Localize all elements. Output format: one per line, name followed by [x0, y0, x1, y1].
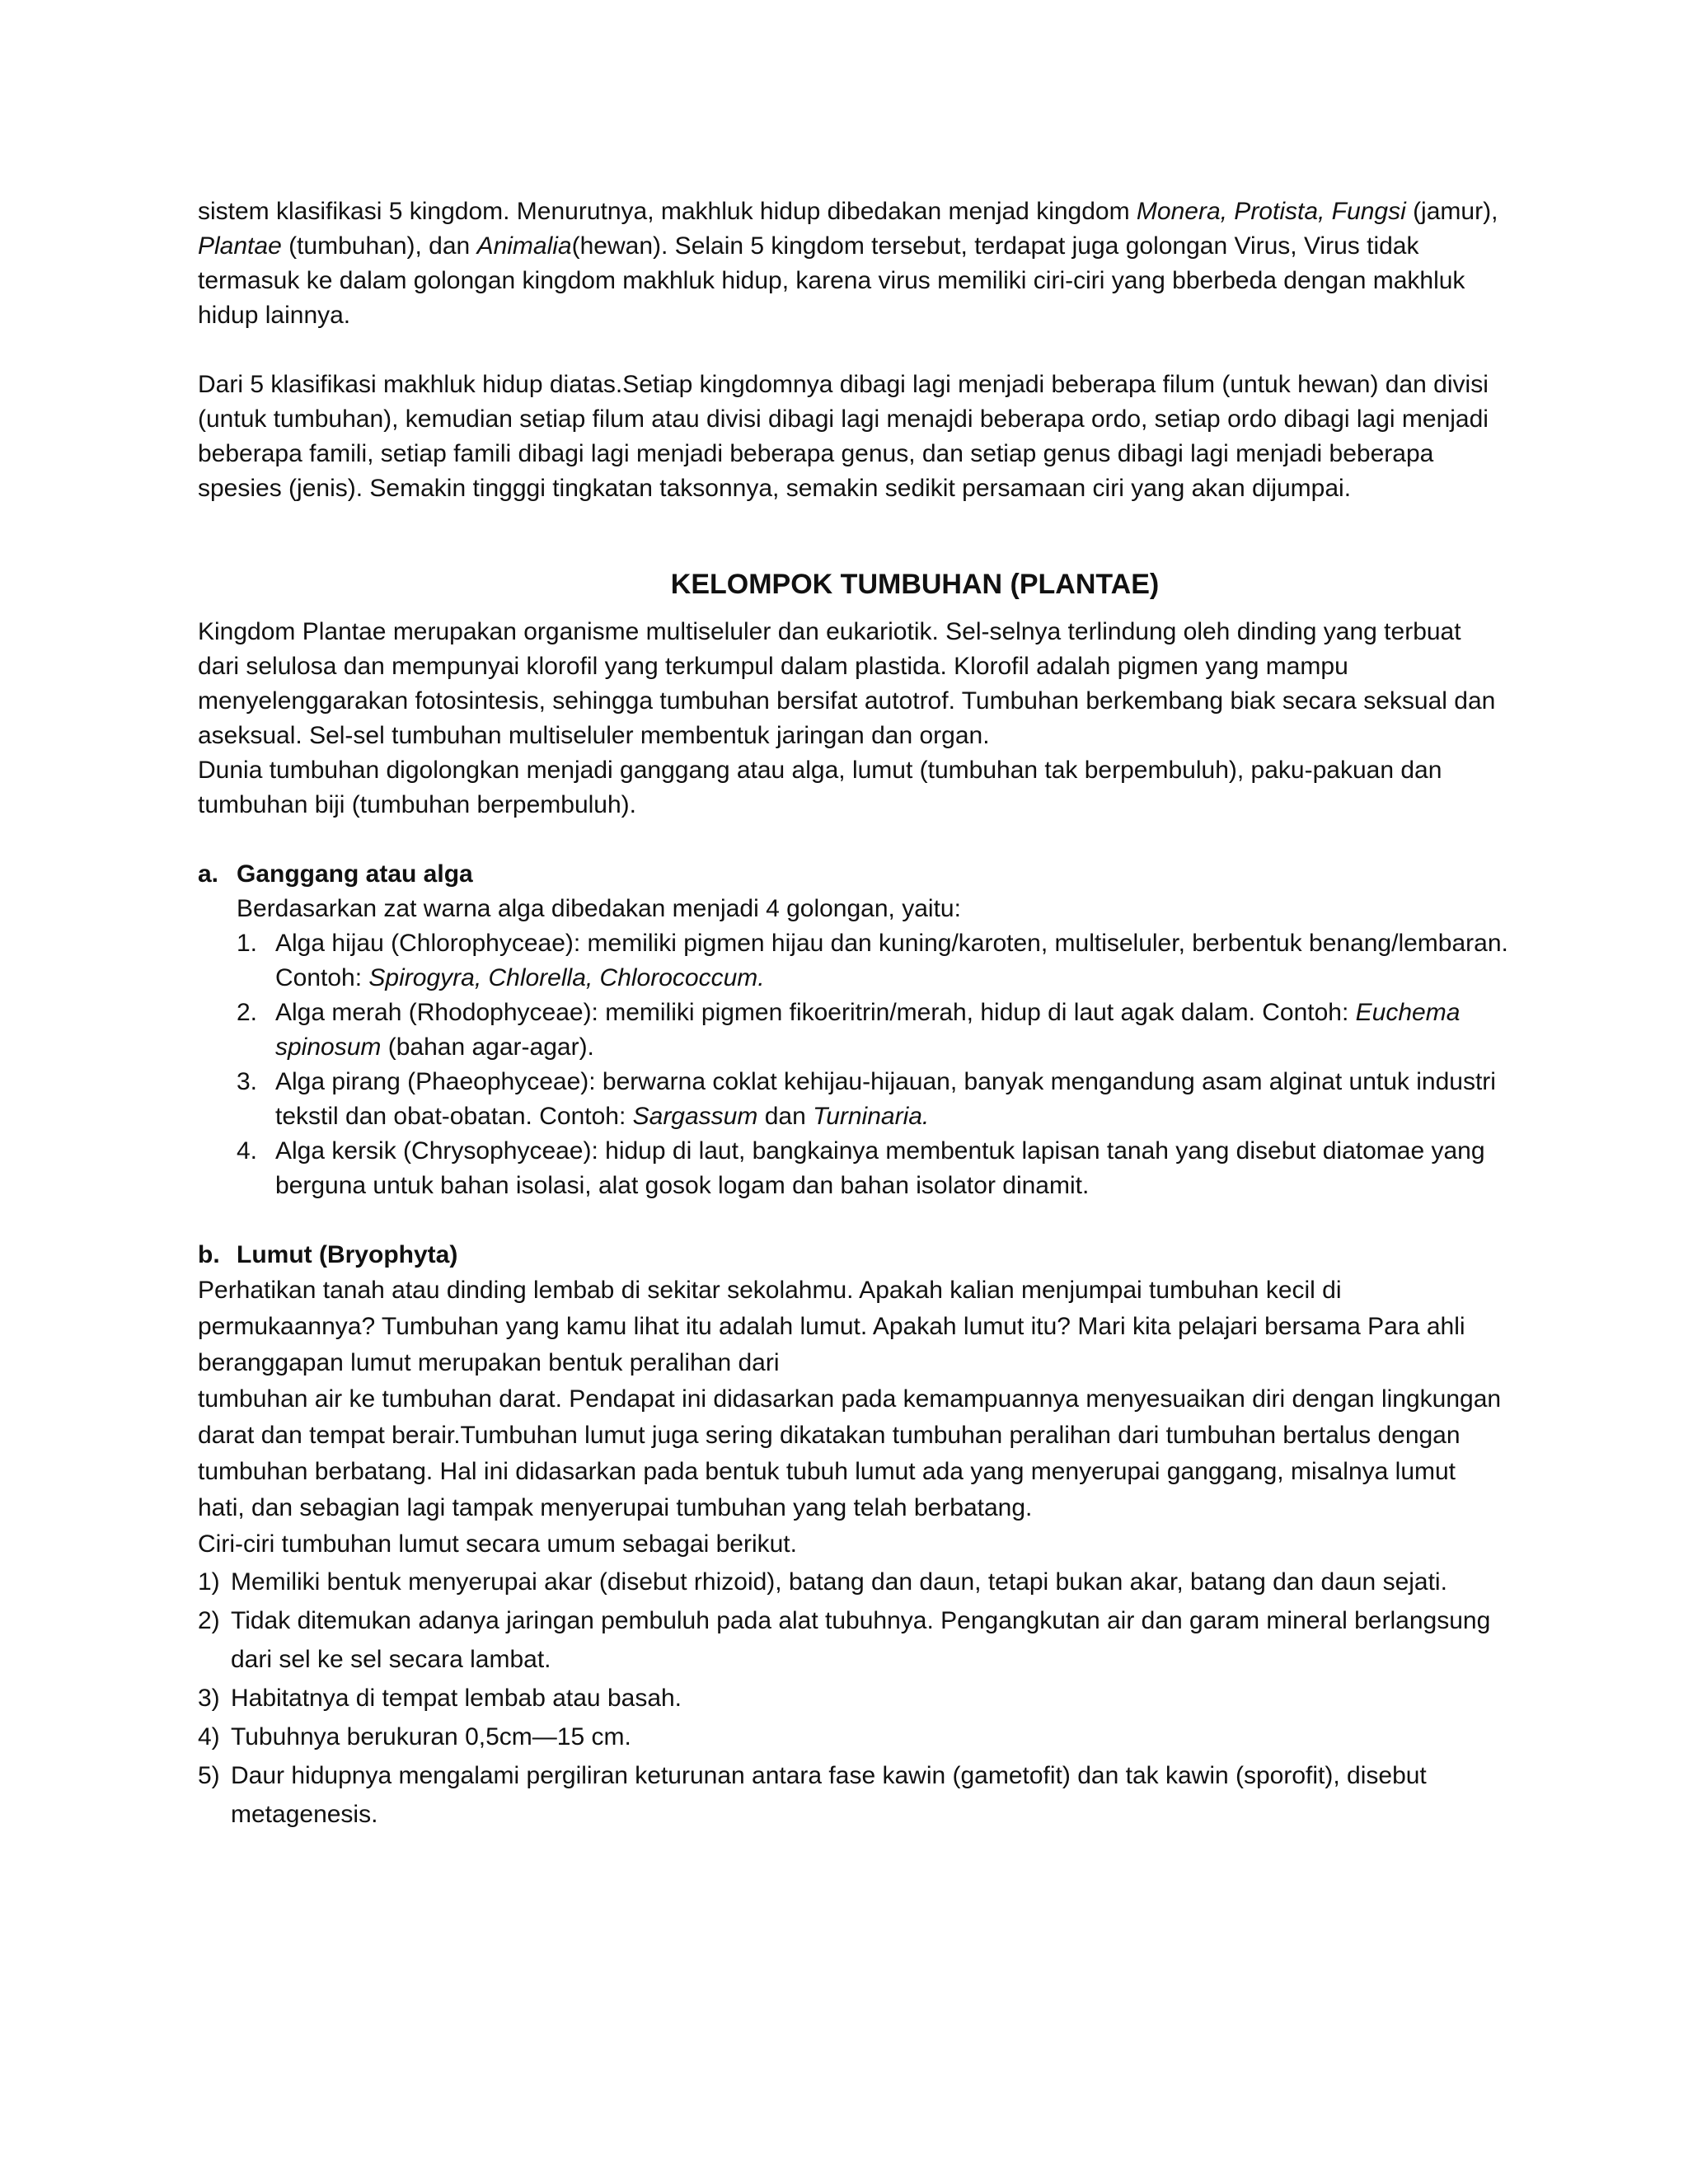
list-item [198, 1679, 1508, 1718]
intro-paragraph-1 [198, 194, 1508, 333]
list-text: Tubuhnya berukuran 0,5cm—15 cm. [231, 1723, 631, 1750]
text-run: (bahan agar-agar). [381, 1033, 594, 1061]
list-number: 1. [237, 930, 258, 957]
list-number: 3. [237, 1068, 258, 1095]
list-item [198, 1718, 1508, 1756]
list-item [237, 1065, 1508, 1134]
intro-paragraph-2: Dari 5 klasifikasi makhluk hidup diatas.Setiap kingdomnya dibagi lagi menjadi beberapa filum (untuk hewan) dan divisi (untuk tumbuhan), kemudian setiap filum atau divisi dibagi lagi menajdi beberapa ordo, setiap ordo dibagi lagi menjadi beberapa famili, setiap famili dibagi lagi menjadi beberapa genus, dan setiap genus dibagi lagi menjadi beberapa spesies (jenis). Semakin tingggi tingkatan taksonnya, semakin sedikit persamaan ciri yang akan dijumpai. [198, 371, 1489, 502]
italic-run: Sargassum [632, 1103, 758, 1130]
list-item [237, 926, 1508, 996]
text-run: Alga pirang (Phaeophyceae): berwarna coklat kehijau-hijauan, banyak mengandung asam alginat untuk industri tekstil dan obat-obatan. Contoh: [275, 1068, 1496, 1130]
list-number: 2) [198, 1607, 220, 1634]
section-marker: a. [198, 860, 219, 888]
list-number: 4) [198, 1723, 220, 1750]
section-heading: KELOMPOK TUMBUHAN (PLANTAE) [670, 569, 1160, 600]
list-number: 3) [198, 1685, 220, 1712]
alga-section-title [198, 857, 1508, 892]
lumut-paragraph-1: Perhatikan tanah atau dinding lembab di sekitar sekolahmu. Apakah kalian menjumpai tumbuhan kecil di permukaannya? Tumbuhan yang kamu lihat itu adalah lumut. Apakah lumut itu? Mari kita pelajari bersama Para ahli beranggapan lumut merupakan bentuk peralihan dari [198, 1277, 1465, 1376]
list-text: Memiliki bentuk menyerupai akar (disebut rhizoid), batang dan daun, tetapi bukan akar, batang dan daun sejati. [231, 1568, 1447, 1596]
list-item [237, 996, 1508, 1065]
lumut-paragraph-2: tumbuhan air ke tumbuhan darat. Pendapat ini didasarkan pada kemampuannya menyesuaikan diri dengan lingkungan darat dan tempat berair.Tumbuhan lumut juga sering dikatakan tumbuhan peralihan dari tumbuhan bertalus dengan tumbuhan berbatang. Hal ini didasarkan pada bentuk tubuh lumut ada yang menyerupai ganggang, misalnya lumut hati, dan sebagian lagi tampak menyerupai tumbuhan yang telah berbatang. [198, 1385, 1502, 1521]
italic-run: Animalia [476, 232, 572, 260]
list-number: 5) [198, 1762, 220, 1789]
list-number: 2. [237, 999, 258, 1026]
list-item [198, 1563, 1508, 1601]
text-run: (tumbuhan), dan [281, 232, 477, 260]
list-number: 1) [198, 1568, 220, 1596]
text-run: (jamur), [1405, 198, 1498, 225]
text-run: Alga hijau (Chlorophyceae): memiliki pigmen hijau dan kuning/karoten, multiseluler, berbentuk benang/lembaran. Contoh: [275, 930, 1508, 991]
lumut-characteristics-list [198, 1563, 1508, 1834]
list-number: 4. [237, 1137, 258, 1165]
list-item [237, 1134, 1508, 1203]
text-run: Alga merah (Rhodophyceae): memiliki pigmen fikoeritrin/merah, hidup di laut agak dalam. Contoh: [275, 999, 1356, 1026]
text-run: sistem klasifikasi 5 kingdom. Menurutnya, makhluk hidup dibedakan menjad kingdom [198, 198, 1137, 225]
italic-run: Euchema spinosum [275, 999, 1461, 1061]
section-marker: b. [198, 1241, 220, 1268]
lumut-section-title [198, 1238, 1508, 1272]
text-run: dan [757, 1103, 814, 1130]
italic-run: Turninaria. [813, 1103, 930, 1130]
list-item [198, 1601, 1508, 1679]
plantae-paragraph-1: Kingdom Plantae merupakan organisme multiseluler dan eukariotik. Sel-selnya terlindung oleh dinding yang terbuat dari selulosa dan mempunyai klorofil yang terkumpul dalam plastida. Klorofil adalah pigmen yang mampu menyelenggarakan fotosintesis, sehingga tumbuhan bersifat autotrof. Tumbuhan berkembang biak secara seksual dan aseksual. Sel-sel tumbuhan multiseluler membentuk jaringan dan organ. [198, 618, 1496, 749]
italic-run: Plantae [198, 232, 282, 260]
text-run: (hewan). Selain 5 kingdom tersebut, terdapat juga golongan Virus, Virus tidak termasuk ke dalam golongan kingdom makhluk hidup, karena virus memiliki ciri-ciri yang bberbeda dengan makhluk hidup lainnya. [198, 232, 1465, 329]
list-text: Alga kersik (Chrysophyceae): hidup di laut, bangkainya membentuk lapisan tanah yang disebut diatomae yang berguna untuk bahan isolasi, alat gosok logam dan bahan isolator dinamit. [275, 1137, 1485, 1199]
plantae-paragraph-2: Dunia tumbuhan digolongkan menjadi ganggang atau alga, lumut (tumbuhan tak berpembuluh), paku-pakuan dan tumbuhan biji (tumbuhan berpembuluh). [198, 757, 1442, 818]
section-title-text: Lumut (Bryophyta) [237, 1241, 458, 1268]
italic-run: Spirogyra, Chlorella, Chlorococcum. [368, 964, 765, 991]
list-text: Daur hidupnya mengalami pergiliran keturunan antara fase kawin (gametofit) dan tak kawin (sporofit), disebut metagenesis. [231, 1762, 1427, 1828]
italic-run: Monera, Protista, Fungsi [1136, 198, 1406, 225]
lumut-paragraph-3: Ciri-ciri tumbuhan lumut secara umum sebagai berikut. [198, 1530, 797, 1558]
list-text: Habitatnya di tempat lembab atau basah. [231, 1685, 682, 1712]
section-title-text: Ganggang atau alga [237, 860, 473, 888]
alga-intro: Berdasarkan zat warna alga dibedakan menjadi 4 golongan, yaitu: [237, 895, 961, 922]
list-item [198, 1756, 1508, 1834]
document-body [198, 194, 1508, 1834]
list-text: Tidak ditemukan adanya jaringan pembuluh pada alat tubuhnya. Pengangkutan air dan garam mineral berlangsung dari sel ke sel secara lambat. [231, 1607, 1491, 1673]
alga-list [198, 926, 1508, 1203]
